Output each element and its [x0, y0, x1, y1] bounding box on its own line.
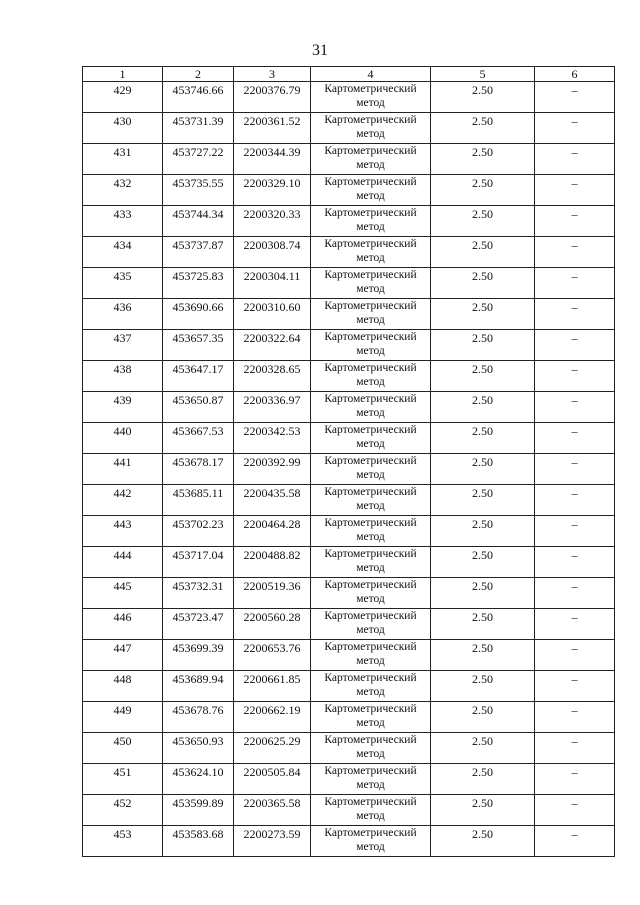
method-text-line2: метод: [356, 438, 385, 450]
method-cell: [311, 578, 431, 609]
method-text-line1: Картометрический: [324, 83, 417, 95]
method-cell: [311, 485, 431, 516]
accuracy-cell: 2.50: [431, 485, 535, 516]
method-text-line2: метод: [356, 531, 385, 543]
accuracy-cell: 2.50: [431, 547, 535, 578]
table-row: [83, 175, 615, 206]
method-text-line1: Картометрический: [324, 827, 417, 839]
y-coordinate-cell: 2200273.59: [234, 826, 311, 857]
note-cell: –: [535, 671, 615, 702]
method-cell: [311, 733, 431, 764]
table-row: [83, 392, 615, 423]
x-coordinate-cell: 453624.10: [163, 764, 234, 795]
point-number-cell: 440: [83, 423, 163, 454]
method-text-line2: метод: [356, 624, 385, 636]
method-text-line1: Картометрический: [324, 362, 417, 374]
x-coordinate-cell: 453657.35: [163, 330, 234, 361]
column-header: 5: [431, 67, 535, 82]
x-coordinate-cell: 453746.66: [163, 82, 234, 113]
method-text-line1: Картометрический: [324, 517, 417, 529]
y-coordinate-cell: 2200662.19: [234, 702, 311, 733]
method-text-line2: метод: [356, 717, 385, 729]
method-text-line1: Картометрический: [324, 269, 417, 281]
column-header: 3: [234, 67, 311, 82]
table-row: [83, 361, 615, 392]
accuracy-cell: 2.50: [431, 795, 535, 826]
method-text-line2: метод: [356, 469, 385, 481]
method-text-line1: Картометрический: [324, 393, 417, 405]
x-coordinate-cell: 453744.34: [163, 206, 234, 237]
method-text-line1: Картометрический: [324, 703, 417, 715]
method-cell: [311, 392, 431, 423]
note-cell: –: [535, 640, 615, 671]
method-text-line1: Картометрический: [324, 455, 417, 467]
method-text-line1: Картометрический: [324, 641, 417, 653]
method-text-line1: Картометрический: [324, 238, 417, 250]
note-cell: –: [535, 764, 615, 795]
x-coordinate-cell: 453702.23: [163, 516, 234, 547]
x-coordinate-cell: 453727.22: [163, 144, 234, 175]
y-coordinate-cell: 2200361.52: [234, 113, 311, 144]
x-coordinate-cell: 453731.39: [163, 113, 234, 144]
method-text-line2: метод: [356, 779, 385, 791]
note-cell: –: [535, 795, 615, 826]
note-cell: –: [535, 609, 615, 640]
accuracy-cell: 2.50: [431, 392, 535, 423]
point-number-cell: 434: [83, 237, 163, 268]
point-number-cell: 447: [83, 640, 163, 671]
point-number-cell: 431: [83, 144, 163, 175]
method-text-line2: метод: [356, 283, 385, 295]
method-text-line1: Картометрический: [324, 672, 417, 684]
table-row: [83, 516, 615, 547]
y-coordinate-cell: 2200328.65: [234, 361, 311, 392]
method-cell: [311, 268, 431, 299]
method-cell: [311, 826, 431, 857]
table-row: [83, 702, 615, 733]
accuracy-cell: 2.50: [431, 578, 535, 609]
note-cell: –: [535, 454, 615, 485]
point-number-cell: 452: [83, 795, 163, 826]
accuracy-cell: 2.50: [431, 423, 535, 454]
point-number-cell: 442: [83, 485, 163, 516]
method-text-line1: Картометрический: [324, 548, 417, 560]
x-coordinate-cell: 453717.04: [163, 547, 234, 578]
x-coordinate-cell: 453732.31: [163, 578, 234, 609]
method-cell: [311, 671, 431, 702]
accuracy-cell: 2.50: [431, 609, 535, 640]
page-number: 31: [312, 42, 328, 59]
note-cell: –: [535, 578, 615, 609]
accuracy-cell: 2.50: [431, 144, 535, 175]
method-text-line1: Картометрический: [324, 486, 417, 498]
method-text-line2: метод: [356, 221, 385, 233]
y-coordinate-cell: 2200342.53: [234, 423, 311, 454]
x-coordinate-cell: 453690.66: [163, 299, 234, 330]
point-number-cell: 451: [83, 764, 163, 795]
y-coordinate-cell: 2200376.79: [234, 82, 311, 113]
y-coordinate-cell: 2200488.82: [234, 547, 311, 578]
column-header: 2: [163, 67, 234, 82]
method-cell: [311, 423, 431, 454]
accuracy-cell: 2.50: [431, 671, 535, 702]
table-row: [83, 795, 615, 826]
method-cell: [311, 764, 431, 795]
method-cell: [311, 175, 431, 206]
method-text-line2: метод: [356, 159, 385, 171]
point-number-cell: 430: [83, 113, 163, 144]
method-text-line1: Картометрический: [324, 610, 417, 622]
x-coordinate-cell: 453667.53: [163, 423, 234, 454]
table-row: [83, 299, 615, 330]
y-coordinate-cell: 2200560.28: [234, 609, 311, 640]
method-text-line1: Картометрический: [324, 114, 417, 126]
accuracy-cell: 2.50: [431, 237, 535, 268]
y-coordinate-cell: 2200308.74: [234, 237, 311, 268]
accuracy-cell: 2.50: [431, 82, 535, 113]
accuracy-cell: 2.50: [431, 454, 535, 485]
column-header: 6: [535, 67, 615, 82]
y-coordinate-cell: 2200344.39: [234, 144, 311, 175]
method-cell: [311, 609, 431, 640]
method-cell: [311, 82, 431, 113]
method-text-line2: метод: [356, 562, 385, 574]
y-coordinate-cell: 2200365.58: [234, 795, 311, 826]
point-number-cell: 449: [83, 702, 163, 733]
accuracy-cell: 2.50: [431, 733, 535, 764]
accuracy-cell: 2.50: [431, 764, 535, 795]
method-text-line1: Картометрический: [324, 424, 417, 436]
note-cell: –: [535, 485, 615, 516]
x-coordinate-cell: 453583.68: [163, 826, 234, 857]
note-cell: –: [535, 516, 615, 547]
method-cell: [311, 299, 431, 330]
accuracy-cell: 2.50: [431, 826, 535, 857]
point-number-cell: 453: [83, 826, 163, 857]
x-coordinate-cell: 453678.76: [163, 702, 234, 733]
table-row: [83, 671, 615, 702]
accuracy-cell: 2.50: [431, 206, 535, 237]
y-coordinate-cell: 2200661.85: [234, 671, 311, 702]
method-text-line2: метод: [356, 686, 385, 698]
note-cell: –: [535, 206, 615, 237]
method-cell: [311, 640, 431, 671]
table-row: [83, 578, 615, 609]
method-text-line1: Картометрический: [324, 796, 417, 808]
point-number-cell: 429: [83, 82, 163, 113]
x-coordinate-cell: 453647.17: [163, 361, 234, 392]
method-text-line2: метод: [356, 314, 385, 326]
note-cell: –: [535, 82, 615, 113]
method-text-line2: метод: [356, 500, 385, 512]
method-cell: [311, 702, 431, 733]
column-header: 1: [83, 67, 163, 82]
method-text-line2: метод: [356, 190, 385, 202]
note-cell: –: [535, 733, 615, 764]
method-cell: [311, 144, 431, 175]
x-coordinate-cell: 453699.39: [163, 640, 234, 671]
table-row: [83, 547, 615, 578]
note-cell: –: [535, 361, 615, 392]
table-row: [83, 485, 615, 516]
method-text-line2: метод: [356, 655, 385, 667]
coordinates-table: [82, 66, 615, 857]
y-coordinate-cell: 2200392.99: [234, 454, 311, 485]
y-coordinate-cell: 2200336.97: [234, 392, 311, 423]
note-cell: –: [535, 237, 615, 268]
note-cell: –: [535, 423, 615, 454]
x-coordinate-cell: 453723.47: [163, 609, 234, 640]
y-coordinate-cell: 2200519.36: [234, 578, 311, 609]
method-cell: [311, 330, 431, 361]
accuracy-cell: 2.50: [431, 113, 535, 144]
point-number-cell: 450: [83, 733, 163, 764]
note-cell: –: [535, 175, 615, 206]
x-coordinate-cell: 453737.87: [163, 237, 234, 268]
point-number-cell: 441: [83, 454, 163, 485]
point-number-cell: 443: [83, 516, 163, 547]
accuracy-cell: 2.50: [431, 516, 535, 547]
method-cell: [311, 361, 431, 392]
y-coordinate-cell: 2200435.58: [234, 485, 311, 516]
y-coordinate-cell: 2200625.29: [234, 733, 311, 764]
y-coordinate-cell: 2200304.11: [234, 268, 311, 299]
note-cell: –: [535, 113, 615, 144]
x-coordinate-cell: 453725.83: [163, 268, 234, 299]
table-row: [83, 423, 615, 454]
method-text-line2: метод: [356, 407, 385, 419]
table-row: [83, 206, 615, 237]
table-row: [83, 640, 615, 671]
method-text-line1: Картометрический: [324, 207, 417, 219]
table-row: [83, 733, 615, 764]
x-coordinate-cell: 453650.87: [163, 392, 234, 423]
x-coordinate-cell: 453689.94: [163, 671, 234, 702]
method-text-line1: Картометрический: [324, 579, 417, 591]
note-cell: –: [535, 144, 615, 175]
table-row: [83, 268, 615, 299]
table-row: [83, 609, 615, 640]
y-coordinate-cell: 2200464.28: [234, 516, 311, 547]
point-number-cell: 436: [83, 299, 163, 330]
accuracy-cell: 2.50: [431, 175, 535, 206]
method-text-line2: метод: [356, 97, 385, 109]
note-cell: –: [535, 268, 615, 299]
y-coordinate-cell: 2200322.64: [234, 330, 311, 361]
y-coordinate-cell: 2200505.84: [234, 764, 311, 795]
y-coordinate-cell: 2200310.60: [234, 299, 311, 330]
accuracy-cell: 2.50: [431, 299, 535, 330]
method-text-line1: Картометрический: [324, 176, 417, 188]
point-number-cell: 433: [83, 206, 163, 237]
method-text-line2: метод: [356, 810, 385, 822]
method-cell: [311, 516, 431, 547]
table-row: [83, 826, 615, 857]
method-text-line2: метод: [356, 748, 385, 760]
method-cell: [311, 454, 431, 485]
method-text-line1: Картометрический: [324, 300, 417, 312]
note-cell: –: [535, 547, 615, 578]
y-coordinate-cell: 2200320.33: [234, 206, 311, 237]
method-cell: [311, 113, 431, 144]
point-number-cell: 435: [83, 268, 163, 299]
x-coordinate-cell: 453650.93: [163, 733, 234, 764]
point-number-cell: 448: [83, 671, 163, 702]
method-text-line2: метод: [356, 128, 385, 140]
point-number-cell: 439: [83, 392, 163, 423]
column-header: 4: [311, 67, 431, 82]
method-cell: [311, 795, 431, 826]
method-text-line2: метод: [356, 252, 385, 264]
table-row: [83, 82, 615, 113]
note-cell: –: [535, 702, 615, 733]
method-text-line1: Картометрический: [324, 734, 417, 746]
point-number-cell: 445: [83, 578, 163, 609]
accuracy-cell: 2.50: [431, 702, 535, 733]
table-row: [83, 764, 615, 795]
point-number-cell: 432: [83, 175, 163, 206]
table-header-row: [83, 67, 615, 82]
method-text-line1: Картометрический: [324, 331, 417, 343]
note-cell: –: [535, 392, 615, 423]
x-coordinate-cell: 453678.17: [163, 454, 234, 485]
method-text-line1: Картометрический: [324, 765, 417, 777]
table-row: [83, 330, 615, 361]
method-text-line1: Картометрический: [324, 145, 417, 157]
accuracy-cell: 2.50: [431, 361, 535, 392]
x-coordinate-cell: 453735.55: [163, 175, 234, 206]
table-row: [83, 237, 615, 268]
point-number-cell: 437: [83, 330, 163, 361]
note-cell: –: [535, 330, 615, 361]
table-row: [83, 113, 615, 144]
accuracy-cell: 2.50: [431, 330, 535, 361]
x-coordinate-cell: 453685.11: [163, 485, 234, 516]
point-number-cell: 446: [83, 609, 163, 640]
y-coordinate-cell: 2200653.76: [234, 640, 311, 671]
method-cell: [311, 206, 431, 237]
method-text-line2: метод: [356, 345, 385, 357]
note-cell: –: [535, 826, 615, 857]
note-cell: –: [535, 299, 615, 330]
method-text-line2: метод: [356, 841, 385, 853]
method-text-line2: метод: [356, 376, 385, 388]
accuracy-cell: 2.50: [431, 268, 535, 299]
point-number-cell: 444: [83, 547, 163, 578]
y-coordinate-cell: 2200329.10: [234, 175, 311, 206]
accuracy-cell: 2.50: [431, 640, 535, 671]
point-number-cell: 438: [83, 361, 163, 392]
method-text-line2: метод: [356, 593, 385, 605]
table-body: [83, 82, 615, 857]
table-row: [83, 454, 615, 485]
method-cell: [311, 237, 431, 268]
method-cell: [311, 547, 431, 578]
x-coordinate-cell: 453599.89: [163, 795, 234, 826]
table-row: [83, 144, 615, 175]
